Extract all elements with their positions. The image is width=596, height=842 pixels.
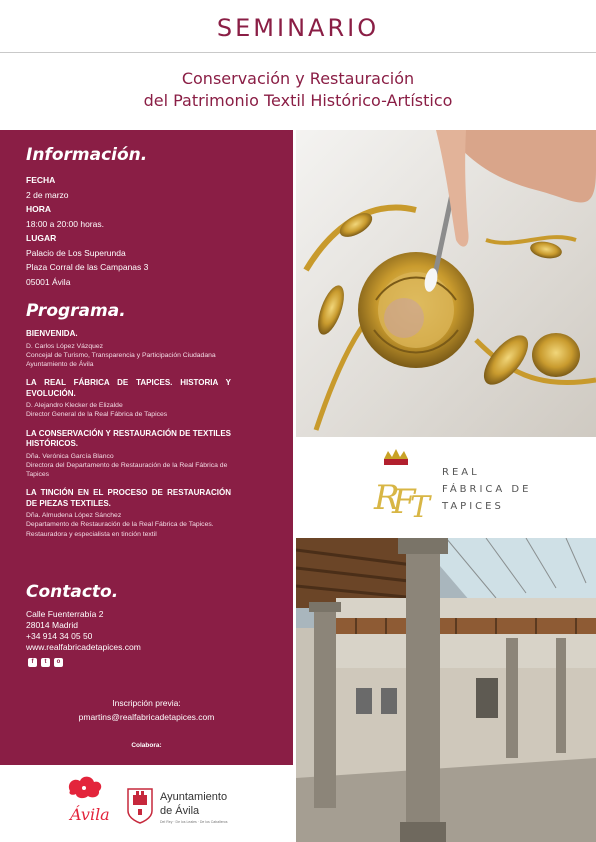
instagram-icon[interactable]: o bbox=[54, 658, 63, 667]
ayuntamiento-line-2: de Ávila bbox=[160, 805, 200, 817]
courtyard-photo-graphic bbox=[296, 538, 596, 842]
programa-item-detail bbox=[26, 401, 231, 419]
programa-item-title: LA TINCIÓN EN EL PROCESO DE RESTAURACIÓN DE PIEZAS TEXTILES. bbox=[26, 488, 231, 508]
courtyard-photo bbox=[296, 538, 596, 842]
programa-item-detail bbox=[26, 452, 231, 480]
subtitle-line-1: Conservación y Restauración bbox=[181, 69, 415, 88]
programa-item bbox=[26, 329, 231, 369]
inscripcion-block bbox=[0, 696, 293, 724]
facebook-icon[interactable]: f bbox=[28, 658, 37, 667]
info-column bbox=[0, 130, 293, 765]
speaker-name: D. Alejandro Klecker de Elizalde bbox=[26, 402, 123, 410]
rft-logo-text bbox=[442, 464, 531, 515]
contact-address-1: Calle Fuenterrabía 2 bbox=[26, 609, 104, 619]
lugar-label: LUGAR bbox=[26, 233, 57, 243]
embroidery-photo-graphic bbox=[296, 130, 596, 437]
contact-block bbox=[26, 609, 141, 653]
lugar-line-3: 05001 Ávila bbox=[26, 276, 71, 287]
ayuntamiento-line-1: Ayuntamiento bbox=[160, 791, 228, 803]
rft-line-3: TAPICES bbox=[442, 501, 504, 512]
programa-list bbox=[26, 329, 231, 548]
speaker-name: D. Carlos López Vázquez bbox=[26, 342, 104, 350]
programa-item-title: BIENVENIDA. bbox=[26, 329, 78, 338]
programa-item-detail bbox=[26, 511, 231, 539]
programa-heading: Programa. bbox=[26, 301, 126, 321]
social-icons bbox=[28, 658, 63, 667]
svg-text:T: T bbox=[410, 490, 431, 525]
rft-logo-block bbox=[296, 437, 596, 538]
embroidery-photo bbox=[296, 130, 596, 437]
inscripcion-email-link[interactable]: pmartins@realfabricadetapices.com bbox=[78, 712, 215, 722]
info-heading: Información. bbox=[26, 145, 148, 165]
programa-item-title: LA REAL FÁBRICA DE TAPICES. HISTORIA Y EVOLUCIÓN. bbox=[26, 378, 231, 398]
header-divider bbox=[0, 52, 596, 53]
speaker-role: Directora del Departamento de Restauración de la Real Fábrica de Tapices bbox=[26, 461, 228, 478]
sponsor-logos bbox=[0, 765, 293, 842]
speaker-org: Ayuntamiento de Ávila bbox=[26, 360, 94, 368]
hora-label: HORA bbox=[26, 204, 52, 214]
programa-item bbox=[26, 488, 231, 539]
speaker-name: Dña. Verónica García Blanco bbox=[26, 452, 114, 460]
sponsor-logos-graphic bbox=[0, 765, 293, 842]
rft-monogram-icon bbox=[296, 437, 436, 538]
avila-logo bbox=[68, 777, 110, 824]
rft-line-1: REAL bbox=[442, 467, 480, 478]
inscripcion-label: Inscripción previa: bbox=[112, 698, 181, 708]
contact-website-link[interactable]: www.realfabricadetapices.com bbox=[26, 642, 141, 652]
header bbox=[0, 0, 596, 130]
contacto-heading: Contacto. bbox=[26, 582, 119, 602]
svg-text:R: R bbox=[374, 478, 400, 518]
fecha-label: FECHA bbox=[26, 175, 56, 185]
lugar-line-1: Palacio de Los Superunda bbox=[26, 247, 126, 258]
programa-item bbox=[26, 429, 231, 480]
speaker-role: Concejal de Turismo, Transparencia y Participación Ciudadana bbox=[26, 351, 216, 359]
speaker-role: Departamento de Restauración de la Real Fábrica de Tapices. Restauradora y especialista en tinción textil bbox=[26, 521, 214, 538]
lugar-line-2: Plaza Corral de las Campanas 3 bbox=[26, 262, 149, 272]
colabora-label: Colabora: bbox=[131, 742, 162, 749]
speaker-name: Dña. Almudena López Sánchez bbox=[26, 512, 122, 520]
twitter-icon[interactable]: t bbox=[41, 658, 50, 667]
svg-text:F: F bbox=[392, 482, 416, 522]
page-title: SEMINARIO bbox=[216, 14, 380, 42]
info-block bbox=[26, 173, 276, 289]
avila-logo-text: Ávila bbox=[70, 805, 110, 824]
hora-value: 18:00 a 20:00 horas. bbox=[26, 218, 104, 229]
rft-line-2: FÁBRICA DE bbox=[442, 484, 532, 495]
ayuntamiento-crest-icon bbox=[128, 789, 152, 823]
contact-address-2: 28014 Madrid bbox=[26, 620, 78, 630]
fecha-value: 2 de marzo bbox=[26, 189, 69, 200]
subtitle-line-2: del Patrimonio Textil Histórico-Artístico bbox=[143, 91, 453, 110]
speaker-role: Director General de la Real Fábrica de Tapices bbox=[26, 411, 168, 419]
programa-item bbox=[26, 378, 231, 419]
programa-item-title: LA CONSERVACIÓN Y RESTAURACIÓN DE TEXTILES HISTÓRICOS. bbox=[26, 428, 231, 449]
programa-item-detail bbox=[26, 342, 231, 370]
ayuntamiento-tagline: Del Rey · De los Leales · De los Caballeros bbox=[160, 820, 228, 824]
page-subtitle bbox=[0, 68, 596, 112]
contact-phone[interactable]: +34 914 34 05 50 bbox=[26, 631, 93, 641]
